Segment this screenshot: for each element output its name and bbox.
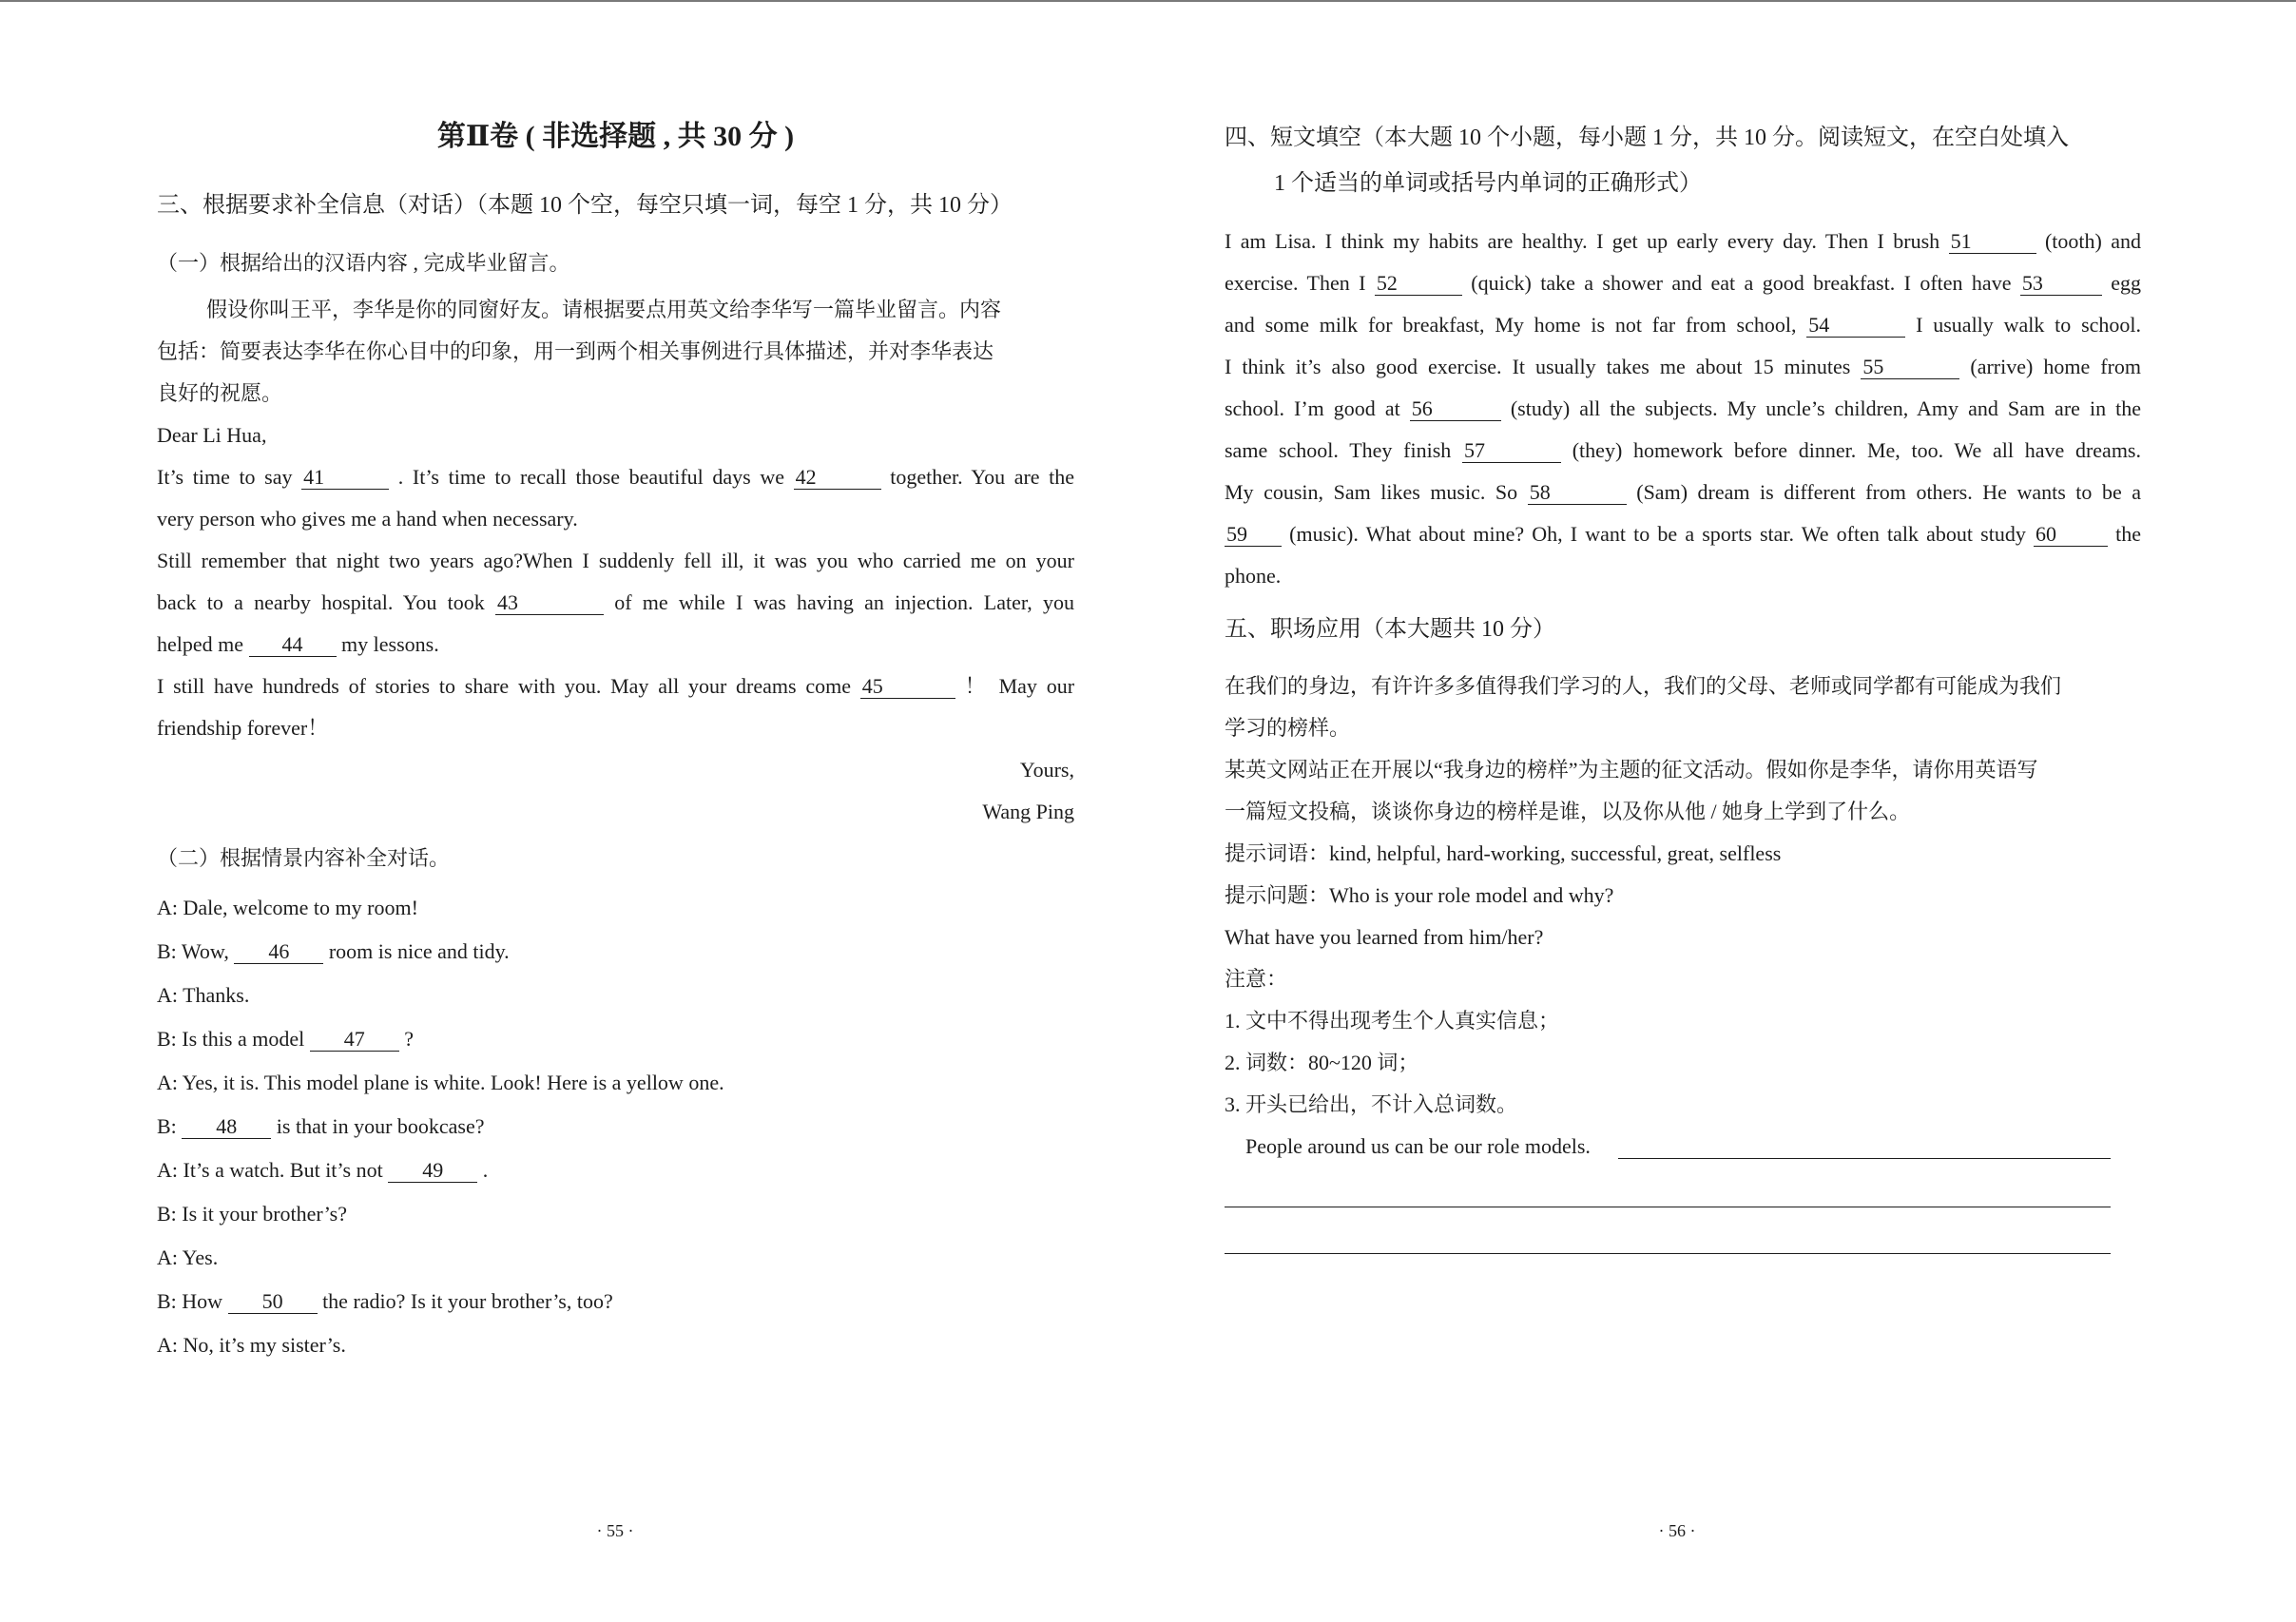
text: . It’s time to recall those beautiful days we xyxy=(397,465,784,489)
s5-hint-question-2: What have you learned from him/her? xyxy=(1225,925,1544,949)
text: A: It’s a watch. But it’s not xyxy=(157,1158,383,1182)
blank-46[interactable]: 46 xyxy=(234,940,323,964)
text: (Sam) dream is different from others. He wants to be a xyxy=(1636,480,2142,504)
part1-intro-1: 假设你叫王平，李华是你的同窗好友。请根据要点用英文给李华写一篇毕业留言。内容 xyxy=(206,298,1002,321)
page-number-right: · 56 · xyxy=(1658,1521,1696,1540)
section3-heading: 三、根据要求补全信息（对话）（本题 10 个空，每空只填一词，每空 1 分，共 10 分） xyxy=(157,193,1013,218)
blank-52[interactable]: 52 xyxy=(1375,272,1462,296)
passage-line-2 xyxy=(1225,269,2141,298)
letter-line-5 xyxy=(157,630,1074,659)
text: I usually walk to school. xyxy=(1916,313,2142,337)
text: room is nice and tidy. xyxy=(328,939,510,963)
dialogue-line-7 xyxy=(157,1156,1074,1185)
text: I am Lisa. I think my habits are healthy. I get up early every day. Then I brush xyxy=(1225,229,1940,253)
blank-47[interactable]: 47 xyxy=(310,1028,399,1052)
page-56 xyxy=(1225,0,2141,1622)
dialogue-line-10 xyxy=(157,1287,1074,1316)
text: (quick) take a shower and eat a good breakfast. I often have xyxy=(1471,271,2012,295)
letter-line-4 xyxy=(157,589,1074,617)
blank-48[interactable]: 48 xyxy=(182,1115,271,1139)
blank-51[interactable]: 51 xyxy=(1949,230,2036,254)
s5-note-1: 1. 文中不得出现考生个人真实信息； xyxy=(1225,1009,1560,1033)
text: I think it’s also good exercise. It usually takes me about 15 minutes xyxy=(1225,355,1851,378)
text: same school. They finish xyxy=(1225,438,1452,462)
passage-line-3 xyxy=(1225,311,2141,339)
blank-49[interactable]: 49 xyxy=(388,1159,477,1183)
dialogue-line-6 xyxy=(157,1112,1074,1141)
text: . xyxy=(482,1158,489,1182)
blank-43[interactable]: 43 xyxy=(495,591,604,615)
blank-54[interactable]: 54 xyxy=(1806,314,1905,338)
text: exercise. Then I xyxy=(1225,271,1366,295)
passage-line-1 xyxy=(1225,227,2141,256)
dialogue-line-8: B: Is it your brother’s? xyxy=(157,1202,348,1226)
passage-line-6 xyxy=(1225,436,2141,465)
passage-line-7 xyxy=(1225,478,2141,507)
letter-line-2: very person who gives me a hand when necessary. xyxy=(157,507,578,531)
page-55 xyxy=(157,0,1074,1622)
letter-line-6 xyxy=(157,672,1074,701)
text: (music). What about mine? Oh, I want to be a sports star. We often talk about study xyxy=(1289,522,2026,546)
part1-intro-2: 包括：简要表达李华在你心目中的印象，用一到两个相关事例进行具体描述，并对李华表达 xyxy=(157,339,994,363)
s5-hint-question: 提示问题：Who is your role model and why? xyxy=(1225,883,1614,907)
blank-50[interactable]: 50 xyxy=(228,1290,318,1314)
text: of me while I was having an injection. Later, you xyxy=(614,590,1075,614)
part1-intro-3: 良好的祝愿。 xyxy=(157,381,283,405)
text: together. You are the xyxy=(890,465,1075,489)
blank-59[interactable]: 59 xyxy=(1225,523,1282,547)
writing-line-1[interactable] xyxy=(1618,1158,2111,1159)
dialogue-line-9: A: Yes. xyxy=(157,1245,219,1269)
blank-42[interactable]: 42 xyxy=(794,466,881,490)
text: B: How xyxy=(157,1289,223,1313)
blank-56[interactable]: 56 xyxy=(1410,397,1501,421)
blank-60[interactable]: 60 xyxy=(2034,523,2108,547)
passage-line-4 xyxy=(1225,353,2141,381)
text: It’s time to say xyxy=(157,465,293,489)
passage-line-9: phone. xyxy=(1225,564,1282,588)
text: helped me xyxy=(157,632,244,656)
section4-heading-2: 1 个适当的单词或括号内单词的正确形式） xyxy=(1274,171,1702,196)
dialogue-line-11: A: No, it’s my sister’s. xyxy=(157,1333,346,1357)
s5-note-2: 2. 词数：80~120 词； xyxy=(1225,1051,1419,1074)
paper-title: 第Ⅱ卷 ( 非选择题 , 共 30 分 ) xyxy=(436,121,795,152)
s5-line-1: 在我们的身边，有许许多多值得我们学习的人，我们的父母、老师或同学都有可能成为我们 xyxy=(1225,674,2062,698)
text: B: Is this a model xyxy=(157,1027,305,1051)
text: I still have hundreds of stories to share with you. May all your dreams come xyxy=(157,674,851,698)
s5-line-4: 一篇短文投稿，谈谈你身边的榜样是谁，以及你从他 / 她身上学到了什么。 xyxy=(1225,800,1911,823)
s5-line-2: 学习的榜样。 xyxy=(1225,716,1351,740)
s5-note-3: 3. 开头已给出，不计入总词数。 xyxy=(1225,1092,1518,1116)
s5-line-3: 某英文网站正在开展以“我身边的榜样”为主题的征文活动。假如你是李华，请你用英语写 xyxy=(1225,758,2038,782)
text: Still remember that night two years ago?When I suddenly fell ill, it was you who carried me on your xyxy=(157,549,1074,572)
essay-opening: People around us can be our role models. xyxy=(1245,1134,1591,1158)
text: My cousin, Sam likes music. So xyxy=(1225,480,1518,504)
dialogue-line-2 xyxy=(157,937,1074,966)
text: ? xyxy=(404,1027,414,1051)
s5-notes-label: 注意： xyxy=(1225,967,1288,991)
section5-heading: 五、职场应用（本大题共 10 分） xyxy=(1225,617,1555,642)
text: B: xyxy=(157,1114,177,1138)
blank-45[interactable]: 45 xyxy=(860,675,955,699)
dialogue-line-5: A: Yes, it is. This model plane is white. Look! Here is a yellow one. xyxy=(157,1071,724,1094)
dialogue-line-4 xyxy=(157,1025,1074,1053)
text: the radio? Is it your brother’s, too? xyxy=(322,1289,613,1313)
part2-heading: （二）根据情景内容补全对话。 xyxy=(157,846,451,870)
text: egg xyxy=(2111,271,2142,295)
text: the xyxy=(2115,522,2141,546)
letter-line-7: friendship forever！ xyxy=(157,716,329,740)
blank-44[interactable]: 44 xyxy=(249,633,337,657)
text: (tooth) and xyxy=(2044,229,2142,253)
blank-57[interactable]: 57 xyxy=(1462,439,1561,463)
page-number-left: · 55 · xyxy=(596,1521,634,1540)
text: (arrive) home from xyxy=(1970,355,2142,378)
writing-line-3[interactable] xyxy=(1225,1253,2111,1254)
blank-53[interactable]: 53 xyxy=(2020,272,2102,296)
text: (study) all the subjects. My uncle’s children, Amy and Sam are in the xyxy=(1510,396,2142,420)
text: back to a nearby hospital. You took xyxy=(157,590,485,614)
letter-line-1 xyxy=(157,463,1074,492)
part1-heading: （一）根据给出的汉语内容 , 完成毕业留言。 xyxy=(157,251,570,275)
text: (they) homework before dinner. Me, too. We all have dreams. xyxy=(1572,438,2141,462)
text: ！ May our xyxy=(964,674,1075,698)
letter-closing: Yours, xyxy=(1019,758,1074,782)
text: school. I’m good at xyxy=(1225,396,1400,420)
text: my lessons. xyxy=(341,632,439,656)
letter-signature: Wang Ping xyxy=(982,800,1074,823)
dialogue-line-1: A: Dale, welcome to my room! xyxy=(157,896,418,919)
text: and some milk for breakfast, My home is not far from school, xyxy=(1225,313,1797,337)
letter-line-3 xyxy=(157,547,1074,575)
dialogue-line-3: A: Thanks. xyxy=(157,983,250,1007)
text: is that in your bookcase? xyxy=(276,1114,485,1138)
s5-hint-words: 提示词语：kind, helpful, hard-working, successful, great, selfless xyxy=(1225,841,1782,865)
section4-heading-1: 四、短文填空（本大题 10 个小题，每小题 1 分，共 10 分。阅读短文，在空白处填入 xyxy=(1225,126,2069,150)
blank-55[interactable]: 55 xyxy=(1861,356,1959,379)
blank-58[interactable]: 58 xyxy=(1528,481,1627,505)
letter-greeting: Dear Li Hua, xyxy=(157,423,267,447)
text: B: Wow, xyxy=(157,939,229,963)
blank-41[interactable]: 41 xyxy=(301,466,389,490)
passage-line-5 xyxy=(1225,395,2141,423)
passage-line-8 xyxy=(1225,520,2141,549)
